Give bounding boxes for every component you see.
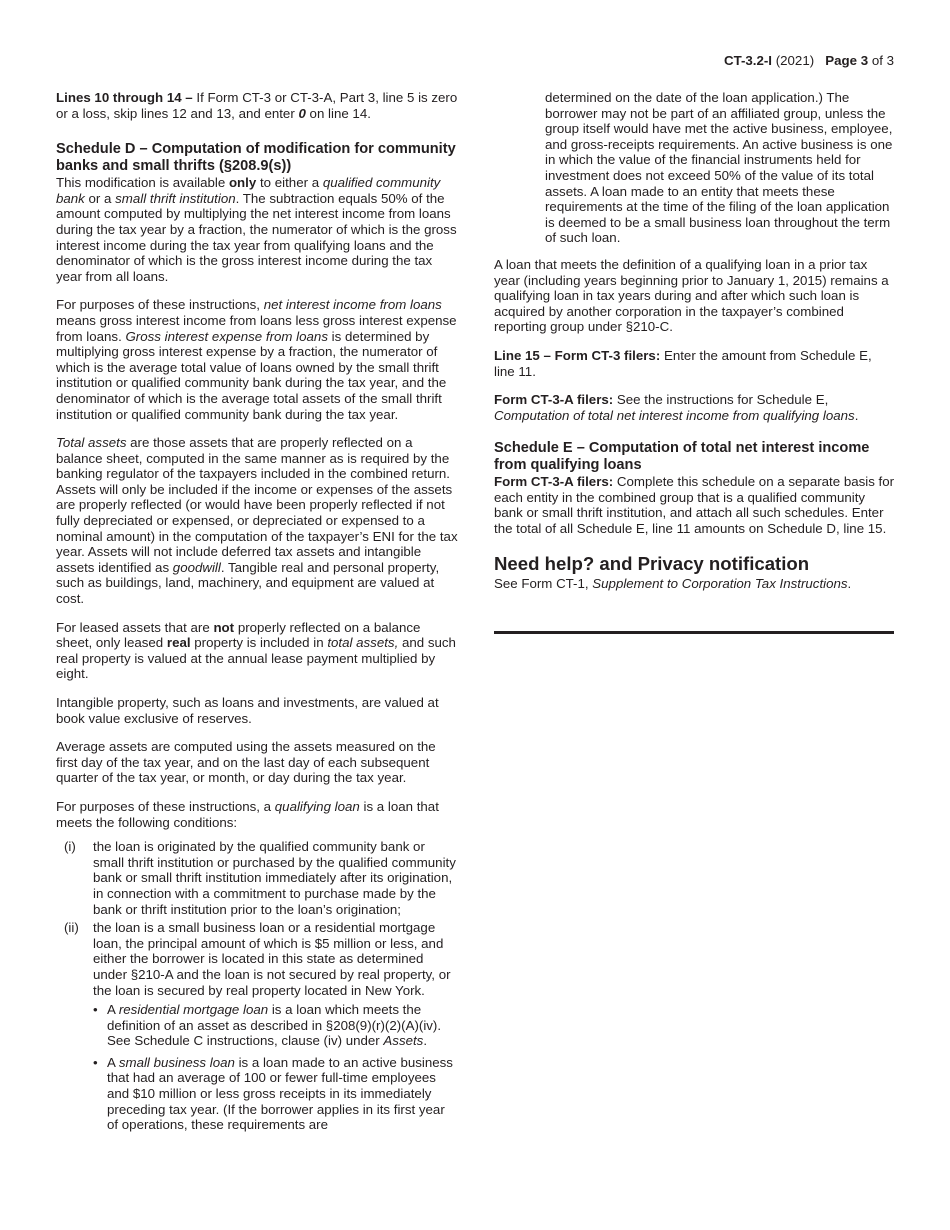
prior-year-loan-paragraph: A loan that meets the definition of a qualifying loan in a prior tax year (including years beginning prior to January 1, 2015) remains a qualifying loan in tax years during and after which such loan is acquired by another corporation in the taxpayer’s combined reporting group under §210-C. bbox=[494, 256, 889, 335]
help-privacy-heading: Need help? and Privacy notification bbox=[494, 552, 810, 574]
bullet-residential-mortgage-loan: • A residential mortgage loan is a loan which meets the definition of an asset as described in §208(9)(r)(2)(A)(iv). See Schedule C instructions, clause (iv) under Assets. bbox=[93, 1002, 442, 1049]
small-business-loan-continuation: determined on the date of the loan application.) The borrower may not be part of an affiliated group, unless the group itself would have met the active business, employee, and gross-receipts requirements. An active business is one in which the value of the financial instruments held for investment does not exceed 50% of the value of its total assets. A loan made to an entity that meets these requirements at the time of the filing of the loan application is deemed to be a small business loan throughout the term of such loan. bbox=[545, 90, 893, 246]
left-column bbox=[56, 90, 458, 1139]
lines-10-14-paragraph: Lines 10 through 14 – If Form CT-3 or CT-3-A, Part 3, line 5 is zero or a loss, skip lines 12 and 13, and enter 0 on line 14. bbox=[56, 90, 458, 121]
form-id: CT-3.2-I bbox=[723, 53, 772, 68]
line-15-paragraph: Line 15 – Form CT-3 filers: Enter the amount from Schedule E, line 11. bbox=[494, 347, 872, 379]
leased-assets-paragraph: For leased assets that are not properly reflected on a balance sheet, only leased real property is included in total assets, and such real property is valued at the annual lease payment multiplied by eight. bbox=[56, 619, 456, 682]
page-of: of 3 bbox=[871, 53, 894, 68]
right-column bbox=[494, 90, 896, 604]
schedule-d-paragraph-2: For purposes of these instructions, net interest income from loans means gross interest income from loans less gross interest expense from loans. Gross interest expense from loans is determined by multiplying gross interest expense by a fraction, the numerator of which is the average total value of loans owned by the small thrift institution or qualified community bank during the tax year, and the denominator of which is the average total assets of the small thrift institution or qualified community bank during the tax year. bbox=[56, 297, 457, 422]
schedule-d-paragraph-1: This modification is available only to either a qualified community bank or a small thrift institution. The subtraction equals 50% of the amount computed by multiplying the net interest income from loans during the tax year by a fraction, the numerator of which is the gross interest income during the tax year from qualifying loans and the denominator of which is the gross interest income during the tax year from all loans. bbox=[56, 175, 457, 284]
page-label: Page 3 bbox=[825, 53, 869, 68]
intangible-property-paragraph: Intangible property, such as loans and investments, are valued at book value exclusive of reserves. bbox=[56, 695, 439, 726]
bullet-small-business-loan: • A small business loan is a loan made to an active business that had an average of 100 or fewer full-time employees and $10 million or less gross receipts in its immediately preceding tax year. (If the borrower applies in its first year of operations, these requirements are bbox=[93, 1054, 453, 1133]
form-year: (2021) bbox=[775, 53, 815, 68]
help-paragraph: See Form CT-1, Supplement to Corporation Tax Instructions. bbox=[494, 575, 852, 591]
bullet-icon: • bbox=[93, 1002, 98, 1018]
schedule-e-paragraph: Form CT-3-A filers: Complete this schedule on a separate basis for each entity in the combined group that is a qualified community bank or small thrift institution, and attach all such schedules. Enter the total of all Schedule E, line 11 amounts on Schedule D, line 15. bbox=[494, 474, 895, 537]
total-assets-paragraph: Total assets are those assets that are properly reflected on a balance sheet, computed in the same manner as is required by the banking regulator of the taxpayers included in the combined return. Assets will only be included if the income or expenses of the assets are properly reflected (or would have been properly reflected if not fully depreciated or expensed, or depreciated or expensed to a nominal amount) in the computation of the taxpayer’s ENI for the tax year. Assets will not include deferred tax assets and intangible assets identified as goodwill. Tangible real and personal property, such as buildings, land, machinery, and equipment are valued at cost. bbox=[56, 435, 458, 607]
condition-i: (i) the loan is originated by the qualified community bank or small thrift institution or purchased by the qualified community bank or small thrift institution immediately after its origination, in connection with a commitment to purchase made by the bank or thrift institution prior to the loan’s origination; bbox=[64, 839, 456, 917]
qualifying-loan-paragraph: For purposes of these instructions, a qualifying loan is a loan that meets the following conditions: bbox=[56, 798, 439, 830]
condition-ii: (ii) the loan is a small business loan or a residential mortgage loan, the principal amount of which is $5 million or less, and either the borrower is located in this state as determined under §210-A and the loan is not secured by real property, or the loan is secured by real property located in New York. bbox=[64, 920, 451, 998]
schedule-d-heading: Schedule D – Computation of modification for community banks and small thrifts (§208.9(s)) bbox=[56, 141, 456, 175]
ct3a-filers-paragraph: Form CT-3-A filers: See the instructions for Schedule E, Computation of total net interest income from qualifying loans. bbox=[494, 392, 859, 423]
schedule-e-heading: Schedule E – Computation of total net interest income from qualifying loans bbox=[494, 440, 870, 474]
page-header bbox=[724, 53, 894, 68]
end-rule bbox=[494, 631, 894, 634]
average-assets-paragraph: Average assets are computed using the assets measured on the first day of the tax year, and on the last day of each subsequent quarter of the tax year, or month, or day during the tax year. bbox=[56, 739, 436, 786]
bullet-icon: • bbox=[93, 1054, 98, 1070]
